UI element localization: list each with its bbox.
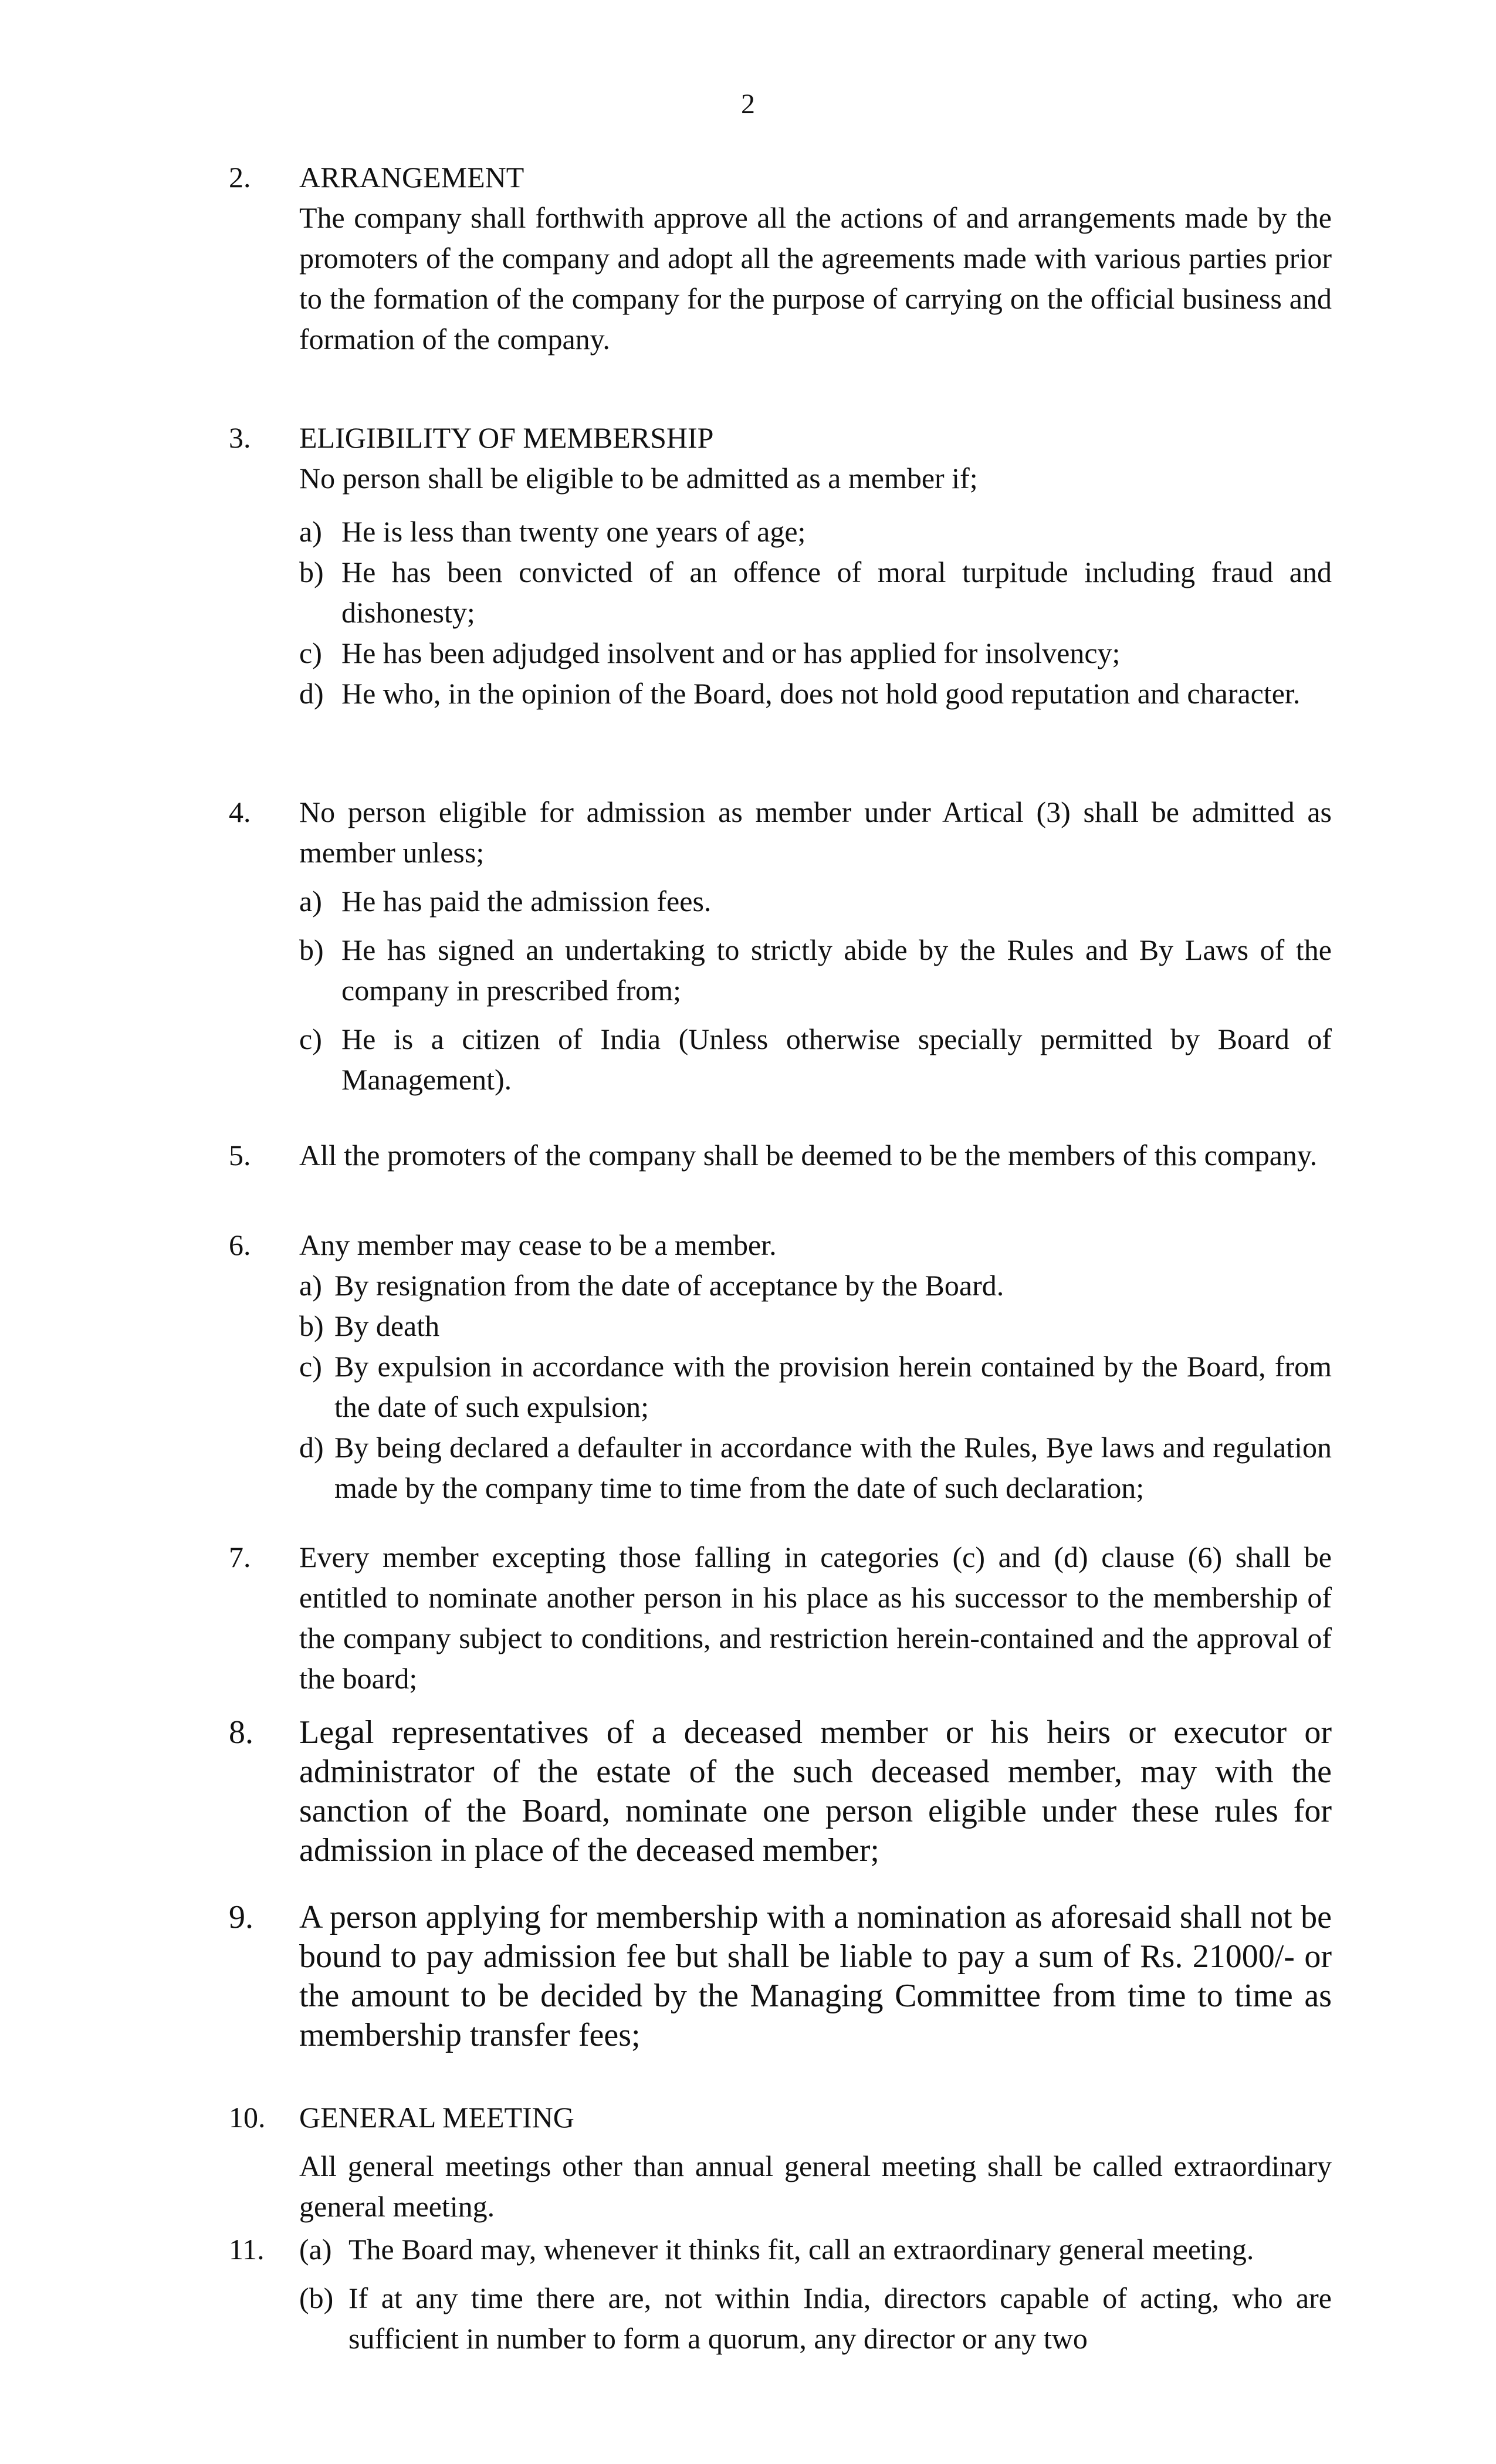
clause-number: 5. bbox=[229, 1139, 251, 1172]
clause-11 bbox=[229, 2229, 1332, 2359]
clause-7 bbox=[229, 1537, 1332, 1699]
clause-9 bbox=[229, 1898, 1332, 2055]
list-item bbox=[299, 2278, 1332, 2359]
item-text: He who, in the opinion of the Board, does not hold good reputation and character. bbox=[341, 677, 1301, 710]
clause-text: All the promoters of the company shall be deemed to be the members of this company. bbox=[299, 1139, 1318, 1172]
list-item bbox=[299, 881, 1332, 922]
item-text: By death bbox=[334, 1309, 440, 1342]
clause-text: No person eligible for admission as member under Artical (3) shall be admitted as member unless; bbox=[299, 796, 1332, 869]
list-item bbox=[299, 930, 1332, 1011]
clause-heading: ELIGIBILITY OF MEMBERSHIP bbox=[299, 421, 714, 454]
clause-text: Every member excepting those falling in categories (c) and (d) clause (6) shall be entitled to nominate another person in his place as his successor to the membership of the company subject to conditions, and restriction herein-contained and the approval of the board; bbox=[299, 1541, 1332, 1695]
item-text: By expulsion in accordance with the provision herein contained by the Board, from the date of such expulsion; bbox=[334, 1350, 1332, 1423]
item-marker: b) bbox=[299, 556, 324, 588]
clause-number: 9. bbox=[229, 1899, 253, 1935]
clause-number: 4. bbox=[229, 796, 251, 828]
clause-number: 8. bbox=[229, 1714, 253, 1751]
list-item bbox=[299, 512, 1332, 552]
clause-heading: GENERAL MEETING bbox=[299, 2101, 574, 2134]
list-item bbox=[299, 633, 1332, 673]
clause-8 bbox=[229, 1713, 1332, 1870]
clause-5 bbox=[229, 1135, 1332, 1176]
item-marker: a) bbox=[299, 1269, 322, 1302]
item-text: He is a citizen of India (Unless otherwise specially permitted by Board of Management). bbox=[341, 1023, 1332, 1096]
clause-text: Any member may cease to be a member. bbox=[299, 1228, 777, 1261]
item-text: If at any time there are, not within India, directors capable of acting, who are sufficient in number to form a quorum, any director or any two bbox=[348, 2282, 1332, 2355]
clause-6 bbox=[229, 1225, 1332, 1508]
item-marker: c) bbox=[299, 1350, 322, 1383]
list-item bbox=[299, 1346, 1332, 1427]
list-item bbox=[299, 673, 1332, 714]
item-marker: b) bbox=[299, 933, 324, 966]
clause-number: 3. bbox=[229, 421, 251, 454]
item-text: The Board may, whenever it thinks fit, call an extraordinary general meeting. bbox=[348, 2233, 1254, 2266]
item-text: By resignation from the date of acceptance by the Board. bbox=[334, 1269, 1004, 1302]
clause-number: 10. bbox=[229, 2101, 266, 2134]
list-item bbox=[299, 1306, 1332, 1346]
item-text: He has signed an undertaking to strictly abide by the Rules and By Laws of the company in prescribed from; bbox=[341, 933, 1332, 1007]
list-item bbox=[299, 1427, 1332, 1508]
item-text: He has been convicted of an offence of moral turpitude including fraud and dishonesty; bbox=[341, 556, 1332, 629]
item-marker: b) bbox=[299, 1309, 324, 1342]
clause-text: All general meetings other than annual general meeting shall be called extraordinary general meeting. bbox=[299, 2150, 1332, 2223]
clause-number: 6. bbox=[229, 1228, 251, 1261]
clause-10 bbox=[229, 2097, 1332, 2227]
clause-text: No person shall be eligible to be admitted as a member if; bbox=[299, 462, 978, 495]
item-marker: d) bbox=[299, 677, 324, 710]
item-marker: (b) bbox=[299, 2282, 334, 2314]
item-text: By being declared a defaulter in accordance with the Rules, Bye laws and regulation made by the company time to time from the date of such declaration; bbox=[334, 1431, 1332, 1504]
item-marker: c) bbox=[299, 637, 322, 669]
page-number: 2 bbox=[741, 89, 755, 120]
list-item bbox=[299, 552, 1332, 633]
clause-text: Legal representatives of a deceased member or his heirs or executor or administrator of the estate of the such deceased member, may with the sanction of the Board, nominate one person eligible under these rules for admission in place of the deceased member; bbox=[299, 1714, 1332, 1869]
clause-number: 7. bbox=[229, 1541, 251, 1573]
item-marker: a) bbox=[299, 515, 322, 548]
clause-number: 11. bbox=[229, 2233, 265, 2266]
item-marker: d) bbox=[299, 1431, 324, 1464]
clause-text: A person applying for membership with a nomination as aforesaid shall not be bound to pay admission fee but shall be liable to pay a sum of Rs. 21000/- or the amount to be decided by the Managing Committee from time to time as membership transfer fees; bbox=[299, 1899, 1332, 2053]
list-item bbox=[299, 2229, 1332, 2270]
clause-number: 2. bbox=[229, 161, 251, 194]
clause-text: The company shall forthwith approve all the actions of and arrangements made by the promoters of the company and adopt all the agreements made with various parties prior to the formation of the company for the purpose of carrying on the official business and formation of the company. bbox=[299, 201, 1332, 356]
clause-4 bbox=[229, 792, 1332, 1100]
clause-2 bbox=[229, 157, 1332, 360]
item-text: He has been adjudged insolvent and or has applied for insolvency; bbox=[341, 637, 1121, 669]
item-marker: (a) bbox=[299, 2233, 332, 2266]
item-marker: c) bbox=[299, 1023, 322, 1055]
item-marker: a) bbox=[299, 885, 322, 918]
list-item bbox=[299, 1265, 1332, 1306]
item-text: He has paid the admission fees. bbox=[341, 885, 712, 918]
item-text: He is less than twenty one years of age; bbox=[341, 515, 806, 548]
list-item bbox=[299, 1019, 1332, 1100]
clause-heading: ARRANGEMENT bbox=[299, 161, 524, 194]
clause-3 bbox=[229, 418, 1332, 714]
